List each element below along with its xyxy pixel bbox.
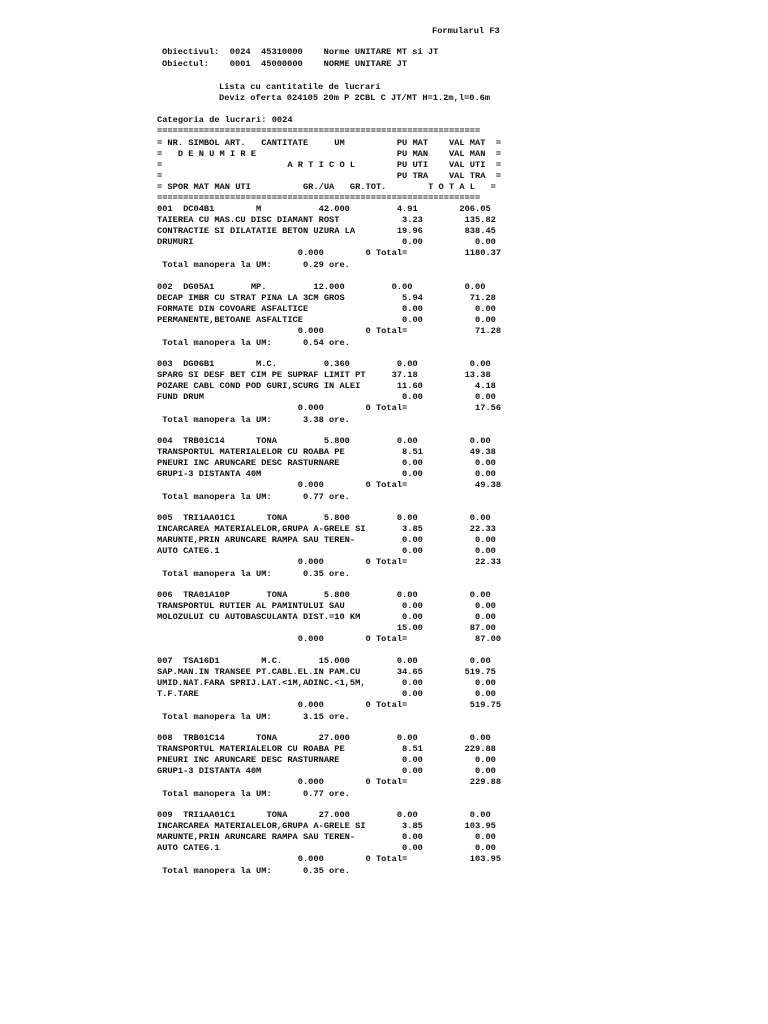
article-line: 001 DC04B1 M 42.000 4.91 206.05 <box>157 204 491 214</box>
article-desc: DRUMURI 0.00 0.00 <box>157 237 496 247</box>
article-desc: AUTO CATEG.1 0.00 0.00 <box>157 546 496 556</box>
objective-line: Obiectivul: 0024 45310000 Norme UNITARE MT si JT <box>162 47 439 57</box>
estimate-title: Deviz oferta 024105 20m P 2CBL C JT/MT H=1.2m,l=0.6m <box>219 93 491 103</box>
article-desc: TRANSPORTUL MATERIALELOR CU ROABA PE 8.51 229.88 <box>157 744 496 754</box>
article-total: 0.000 0 Total= 103.95 <box>157 854 502 864</box>
article-desc: PNEURI INC ARUNCARE DESC RASTURNARE 0.00 0.00 <box>157 458 496 468</box>
article-line: 007 TSA16D1 M.C. 15.000 0.00 0.00 <box>157 656 491 666</box>
article-total: 0.000 0 Total= 22.33 <box>157 557 502 567</box>
article-line: 002 DG05A1 MP. 12.000 0.00 0.00 <box>157 282 486 292</box>
header-rule-bottom: ============================================================== <box>157 193 481 203</box>
article-desc: SPARG SI DESF BET CIM PE SUPRAF LIMIT PT 37.18 13.38 <box>157 370 491 380</box>
article-manopera: Total manopera la UM: 0.77 ore. <box>157 789 350 799</box>
article-desc: UMID.NAT.FARA SPRIJ.LAT.<1M,ADINC.<1,5M, 0.00 0.00 <box>157 678 496 688</box>
article-desc: PNEURI INC ARUNCARE DESC RASTURNARE 0.00 0.00 <box>157 755 496 765</box>
article-desc: CONTRACTIE SI DILATATIE BETON UZURA LA 19.96 838.45 <box>157 226 496 236</box>
header-rule-top: ============================================================== <box>157 126 481 136</box>
article-desc: T.F.TARE 0.00 0.00 <box>157 689 496 699</box>
form-label: Formularul F3 <box>432 26 500 36</box>
article-total: 0.000 0 Total= 49.38 <box>157 480 502 490</box>
article-desc: TAIEREA CU MAS.CU DISC DIAMANT ROST 3.23 135.82 <box>157 215 496 225</box>
article-line: 008 TRB01C14 TONA 27.000 0.00 0.00 <box>157 733 491 743</box>
article-line: 006 TRA01A10P TONA 5.800 0.00 0.00 <box>157 590 491 600</box>
article-desc: TRANSPORTUL RUTIER AL PAMINTULUI SAU 0.00 0.00 <box>157 601 496 611</box>
article-line: 004 TRB01C14 TONA 5.800 0.00 0.00 <box>157 436 491 446</box>
article-manopera: Total manopera la UM: 0.35 ore. <box>157 569 350 579</box>
article-manopera: Total manopera la UM: 0.29 ore. <box>157 260 350 270</box>
article-manopera: Total manopera la UM: 3.15 ore. <box>157 712 350 722</box>
article-manopera: Total manopera la UM: 0.77 ore. <box>157 492 350 502</box>
header-row: = A R T I C O L PU UTI VAL UTI = <box>157 160 502 170</box>
article-manopera: Total manopera la UM: 0.54 ore. <box>157 338 350 348</box>
article-line: 003 DG06B1 M.C. 0.360 0.00 0.00 <box>157 359 491 369</box>
article-desc: MARUNTE,PRIN ARUNCARE RAMPA SAU TEREN- 0.00 0.00 <box>157 535 496 545</box>
article-manopera: Total manopera la UM: 0.35 ore. <box>157 866 350 876</box>
article-desc: FUND DRUM 0.00 0.00 <box>157 392 496 402</box>
article-desc: 15.00 87.00 <box>157 623 496 633</box>
article-desc: INCARCAREA MATERIALELOR,GRUPA A-GRELE SI 3.85 22.33 <box>157 524 496 534</box>
article-desc: SAP.MAN.IN TRANSEE PT.CABL.EL.IN PAM.CU 34.65 519.75 <box>157 667 496 677</box>
article-desc: POZARE CABL COND POD GURI,SCURG IN ALEI 11.60 4.18 <box>157 381 496 391</box>
header-row: = NR. SIMBOL ART. CANTITATE UM PU MAT VAL MAT = <box>157 138 502 148</box>
article-desc: GRUP1-3 DISTANTA 40M 0.00 0.00 <box>157 766 496 776</box>
header-row: = PU TRA VAL TRA = <box>157 171 502 181</box>
header-row: = D E N U M I R E PU MAN VAL MAN = <box>157 149 502 159</box>
article-desc: GRUP1-3 DISTANTA 40M 0.00 0.00 <box>157 469 496 479</box>
article-desc: TRANSPORTUL MATERIALELOR CU ROABA PE 8.51 49.38 <box>157 447 496 457</box>
article-total: 0.000 0 Total= 71.28 <box>157 326 502 336</box>
article-line: 005 TRI1AA01C1 TONA 5.800 0.00 0.00 <box>157 513 491 523</box>
article-total: 0.000 0 Total= 519.75 <box>157 700 502 710</box>
article-desc: DECAP IMBR CU STRAT PINA LA 3CM GROS 5.94 71.28 <box>157 293 496 303</box>
article-desc: MARUNTE,PRIN ARUNCARE RAMPA SAU TEREN- 0.00 0.00 <box>157 832 496 842</box>
article-total: 0.000 0 Total= 229.88 <box>157 777 502 787</box>
header-row: = SPOR MAT MAN UTI GR./UA GR.TOT. T O T A L = <box>157 182 496 192</box>
article-total: 0.000 0 Total= 1180.37 <box>157 248 502 258</box>
article-desc: MOLOZULUI CU AUTOBASCULANTA DIST.=10 KM 0.00 0.00 <box>157 612 496 622</box>
article-desc: AUTO CATEG.1 0.00 0.00 <box>157 843 496 853</box>
article-desc: FORMATE DIN COVOARE ASFALTICE 0.00 0.00 <box>157 304 496 314</box>
article-total: 0.000 0 Total= 17.56 <box>157 403 502 413</box>
list-title: Lista cu cantitatile de lucrari <box>219 82 381 92</box>
article-manopera: Total manopera la UM: 3.38 ore. <box>157 415 350 425</box>
article-total: 0.000 0 Total= 87.00 <box>157 634 502 644</box>
object-line: Obiectul: 0001 45000000 NORME UNITARE JT <box>162 59 408 69</box>
article-line: 009 TRI1AA01C1 TONA 27.000 0.00 0.00 <box>157 810 491 820</box>
article-desc: PERMANENTE,BETOANE ASFALTICE 0.00 0.00 <box>157 315 496 325</box>
article-desc: INCARCAREA MATERIALELOR,GRUPA A-GRELE SI 3.85 103.95 <box>157 821 496 831</box>
category-line: Categoria de lucrari: 0024 <box>157 115 293 125</box>
